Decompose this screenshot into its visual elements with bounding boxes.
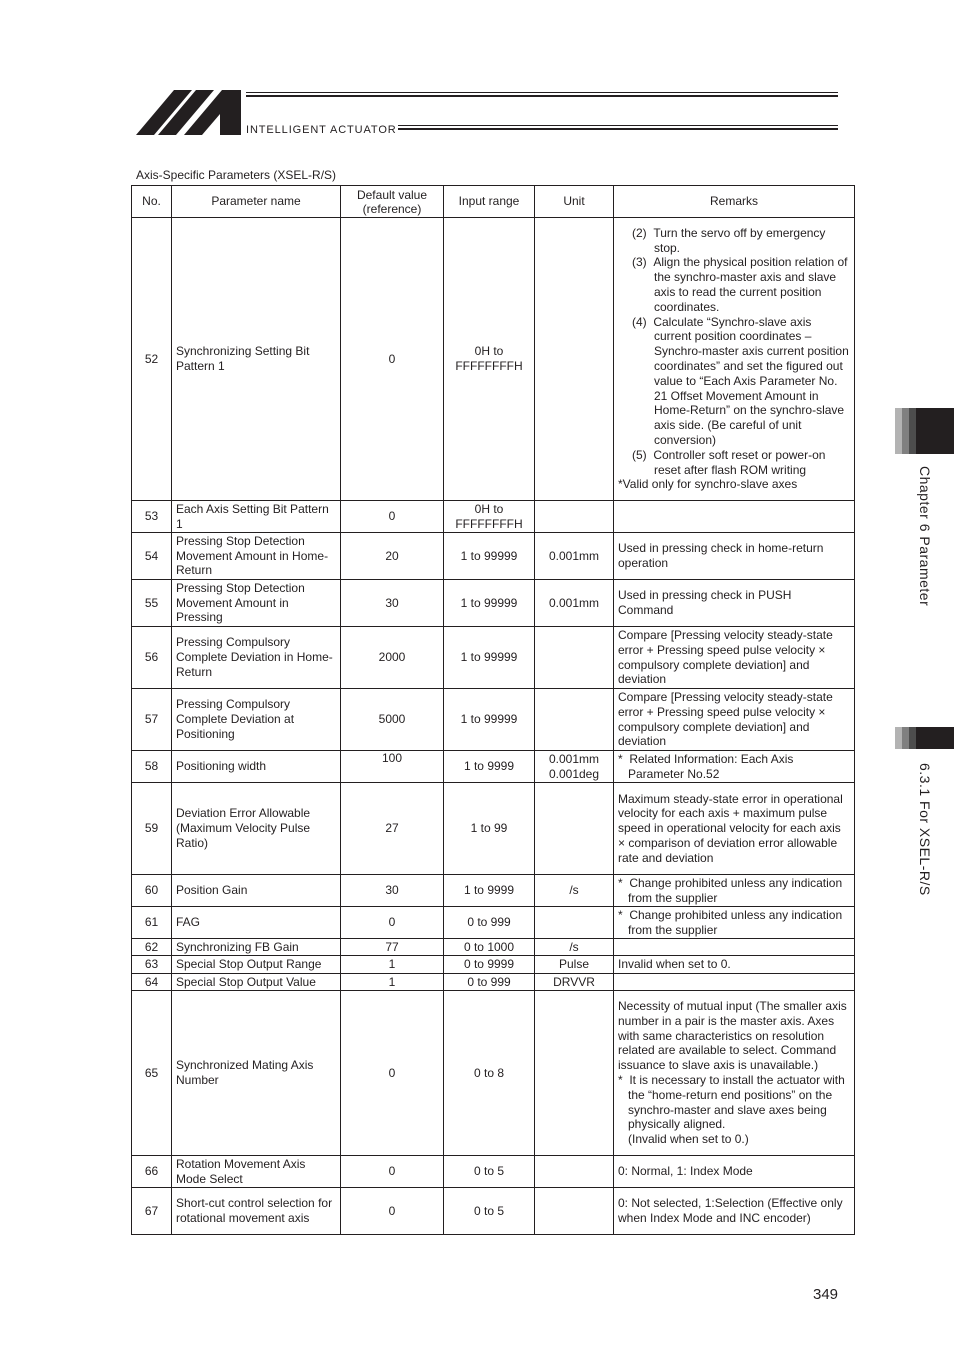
table-row <box>132 956 855 974</box>
cell-name: Short-cut control selection for rotational movement axis <box>172 1188 341 1235</box>
iai-logo <box>136 90 246 136</box>
cell-name: FAG <box>172 907 341 939</box>
header-rule <box>246 95 838 97</box>
cell-no: 57 <box>132 689 172 751</box>
cell-remarks <box>614 939 855 956</box>
cell-name: Pressing Stop Detection Movement Amount in Pressing <box>172 580 341 627</box>
cell-no: 64 <box>132 974 172 991</box>
table-row <box>132 875 855 907</box>
table-row <box>132 218 855 501</box>
cell-range: 0H to FFFFFFFFH <box>444 218 535 501</box>
cell-unit: Pulse <box>535 956 614 974</box>
page-number: 349 <box>813 1286 839 1303</box>
cell-remarks: 0: Normal, 1: Index Mode <box>614 1156 855 1188</box>
section-tab <box>895 727 954 749</box>
section-label: 6.3.1 For XSEL-R/S <box>917 763 933 896</box>
table-row <box>132 751 855 783</box>
cell-remarks: Compare [Pressing velocity steady-state error + Pressing speed pulse velocity × compulsory complete deviation] and deviation <box>614 627 855 689</box>
remark-step: (5) Controller soft reset or power-on reset after flash ROM writing <box>632 447 826 477</box>
cell-remarks <box>614 875 855 907</box>
cell-default: 0 <box>341 991 444 1156</box>
cell-default: 100 <box>341 751 444 783</box>
cell-no: 61 <box>132 907 172 939</box>
cell-no: 63 <box>132 956 172 974</box>
cell-default: 0 <box>341 218 444 501</box>
cell-name: Deviation Error Allowable (Maximum Velocity Pulse Ratio) <box>172 783 341 875</box>
cell-range: 0 to 999 <box>444 907 535 939</box>
cell-no: 52 <box>132 218 172 501</box>
cell-remarks <box>614 501 855 533</box>
cell-default: 1 <box>341 974 444 991</box>
cell-default: 0 <box>341 501 444 533</box>
cell-unit <box>535 1156 614 1188</box>
cell-no: 65 <box>132 991 172 1156</box>
cell-unit <box>535 783 614 875</box>
header-rule <box>398 128 838 130</box>
cell-unit: 0.001mm <box>535 533 614 580</box>
table-row <box>132 1156 855 1188</box>
remark-note: * Related Information: Each Axis Parameter No.52 <box>618 751 794 781</box>
remark-step: (2) Turn the servo off by emergency stop. <box>632 225 826 255</box>
chapter-label: Chapter 6 Parameter <box>917 466 933 607</box>
cell-name: Synchronizing Setting Bit Pattern 1 <box>172 218 341 501</box>
cell-remarks: Compare [Pressing velocity steady-state error + Pressing speed pulse velocity × compulsory complete deviation] and deviation <box>614 689 855 751</box>
cell-unit <box>535 991 614 1156</box>
remark-note: * Change prohibited unless any indication from the supplier <box>618 907 843 937</box>
cell-unit: 0.001mm 0.001deg <box>535 751 614 783</box>
table-caption: Axis-Specific Parameters (XSEL-R/S) <box>136 168 337 182</box>
cell-unit <box>535 907 614 939</box>
cell-name: Position Gain <box>172 875 341 907</box>
cell-range: 1 to 99 <box>444 783 535 875</box>
cell-unit <box>535 218 614 501</box>
cell-range: 1 to 9999 <box>444 751 535 783</box>
header-name: Parameter name <box>172 186 341 218</box>
cell-no: 59 <box>132 783 172 875</box>
table-row <box>132 783 855 875</box>
cell-unit: /s <box>535 875 614 907</box>
table-row <box>132 974 855 991</box>
cell-remarks: Used in pressing check in home-return operation <box>614 533 855 580</box>
cell-unit <box>535 627 614 689</box>
cell-range: 1 to 99999 <box>444 533 535 580</box>
cell-no: 58 <box>132 751 172 783</box>
cell-no: 60 <box>132 875 172 907</box>
cell-default: 0 <box>341 1156 444 1188</box>
header-no: No. <box>132 186 172 218</box>
table-row <box>132 501 855 533</box>
table-row <box>132 627 855 689</box>
cell-name: Each Axis Setting Bit Pattern 1 <box>172 501 341 533</box>
cell-default: 1 <box>341 956 444 974</box>
cell-remarks <box>614 974 855 991</box>
table-row <box>132 939 855 956</box>
cell-remarks <box>614 907 855 939</box>
cell-default: 0 <box>341 907 444 939</box>
cell-default: 0 <box>341 1188 444 1235</box>
cell-unit <box>535 501 614 533</box>
cell-range: 0 to 1000 <box>444 939 535 956</box>
cell-range: 1 to 99999 <box>444 627 535 689</box>
cell-default: 30 <box>341 875 444 907</box>
cell-name: Pressing Stop Detection Movement Amount in Home-Return <box>172 533 341 580</box>
cell-remarks <box>614 751 855 783</box>
cell-range: 0 to 9999 <box>444 956 535 974</box>
cell-default: 30 <box>341 580 444 627</box>
table-row <box>132 689 855 751</box>
remark-text: Necessity of mutual input (The smaller axis number in a pair is the master axis. Axes with same characteristics on resolution related are available to select. Command issuance to slave axis is unavailable.) <box>618 999 847 1073</box>
header-default: Default value (reference) <box>341 186 444 218</box>
cell-no: 55 <box>132 580 172 627</box>
cell-no: 67 <box>132 1188 172 1235</box>
table-row <box>132 991 855 1156</box>
cell-name: Pressing Compulsory Complete Deviation in Home-Return <box>172 627 341 689</box>
cell-range: 1 to 99999 <box>444 580 535 627</box>
remark-note: *Valid only for synchro-slave axes <box>618 477 798 492</box>
cell-range: 1 to 9999 <box>444 875 535 907</box>
cell-default: 27 <box>341 783 444 875</box>
cell-no: 53 <box>132 501 172 533</box>
table-header-row <box>132 186 855 218</box>
cell-unit <box>535 689 614 751</box>
cell-unit: /s <box>535 939 614 956</box>
parameter-table <box>131 185 855 1235</box>
cell-name: Synchronized Mating Axis Number <box>172 991 341 1156</box>
cell-no: 56 <box>132 627 172 689</box>
remark-note: (Invalid when set to 0.) <box>628 1132 749 1147</box>
cell-range: 0 to 999 <box>444 974 535 991</box>
cell-name: Special Stop Output Range <box>172 956 341 974</box>
cell-remarks <box>614 218 855 501</box>
cell-name: Positioning width <box>172 751 341 783</box>
header-unit: Unit <box>535 186 614 218</box>
table-row <box>132 1188 855 1235</box>
header-rule <box>398 125 838 126</box>
cell-default: 5000 <box>341 689 444 751</box>
header-rule <box>246 92 838 93</box>
cell-default: 20 <box>341 533 444 580</box>
cell-remarks <box>614 991 855 1156</box>
cell-range: 0 to 8 <box>444 991 535 1156</box>
table-row <box>132 907 855 939</box>
remark-note: * Change prohibited unless any indication from the supplier <box>618 875 843 905</box>
cell-default: 2000 <box>341 627 444 689</box>
cell-default: 77 <box>341 939 444 956</box>
cell-name: Pressing Compulsory Complete Deviation at Positioning <box>172 689 341 751</box>
cell-unit: 0.001mm <box>535 580 614 627</box>
table-row <box>132 580 855 627</box>
cell-name: Synchronizing FB Gain <box>172 939 341 956</box>
table-row <box>132 533 855 580</box>
cell-remarks: Maximum steady-state error in operational velocity for each axis + maximum pulse speed in operational velocity for each axis × comparison of deviation error allowable rate and deviation <box>614 783 855 875</box>
header-remarks: Remarks <box>614 186 855 218</box>
cell-no: 66 <box>132 1156 172 1188</box>
cell-remarks: Used in pressing check in PUSH Command <box>614 580 855 627</box>
cell-unit: DRVVR <box>535 974 614 991</box>
header-range: Input range <box>444 186 535 218</box>
cell-remarks: 0: Not selected, 1:Selection (Effective only when Index Mode and INC encoder) <box>614 1188 855 1235</box>
chapter-tab <box>895 408 954 454</box>
cell-name: Rotation Movement Axis Mode Select <box>172 1156 341 1188</box>
cell-no: 54 <box>132 533 172 580</box>
cell-range: 0 to 5 <box>444 1188 535 1235</box>
remark-step: (4) Calculate “Synchro-slave axis current position coordinates – Synchro-master axis current position coordinates” and set the figured out value to “Each Axis Parameter No. 21 Offset Movement Amount in Home-Return” on the synchro-slave axis side. (Be careful of unit conversion) <box>632 314 849 447</box>
cell-remarks: Invalid when set to 0. <box>614 956 855 974</box>
cell-range: 0H to FFFFFFFFH <box>444 501 535 533</box>
cell-range: 1 to 99999 <box>444 689 535 751</box>
cell-range: 0 to 5 <box>444 1156 535 1188</box>
brand-text: INTELLIGENT ACTUATOR <box>246 124 397 136</box>
cell-name: Special Stop Output Value <box>172 974 341 991</box>
cell-unit <box>535 1188 614 1235</box>
remark-step: (3) Align the physical position relation of the synchro-master axis and slave axis to read the current position coordinates. <box>632 255 848 314</box>
cell-no: 62 <box>132 939 172 956</box>
remark-note: * It is necessary to install the actuator with the “home-return end positions” on the synchro-master and slave axes being physically aligned. <box>618 1073 845 1132</box>
